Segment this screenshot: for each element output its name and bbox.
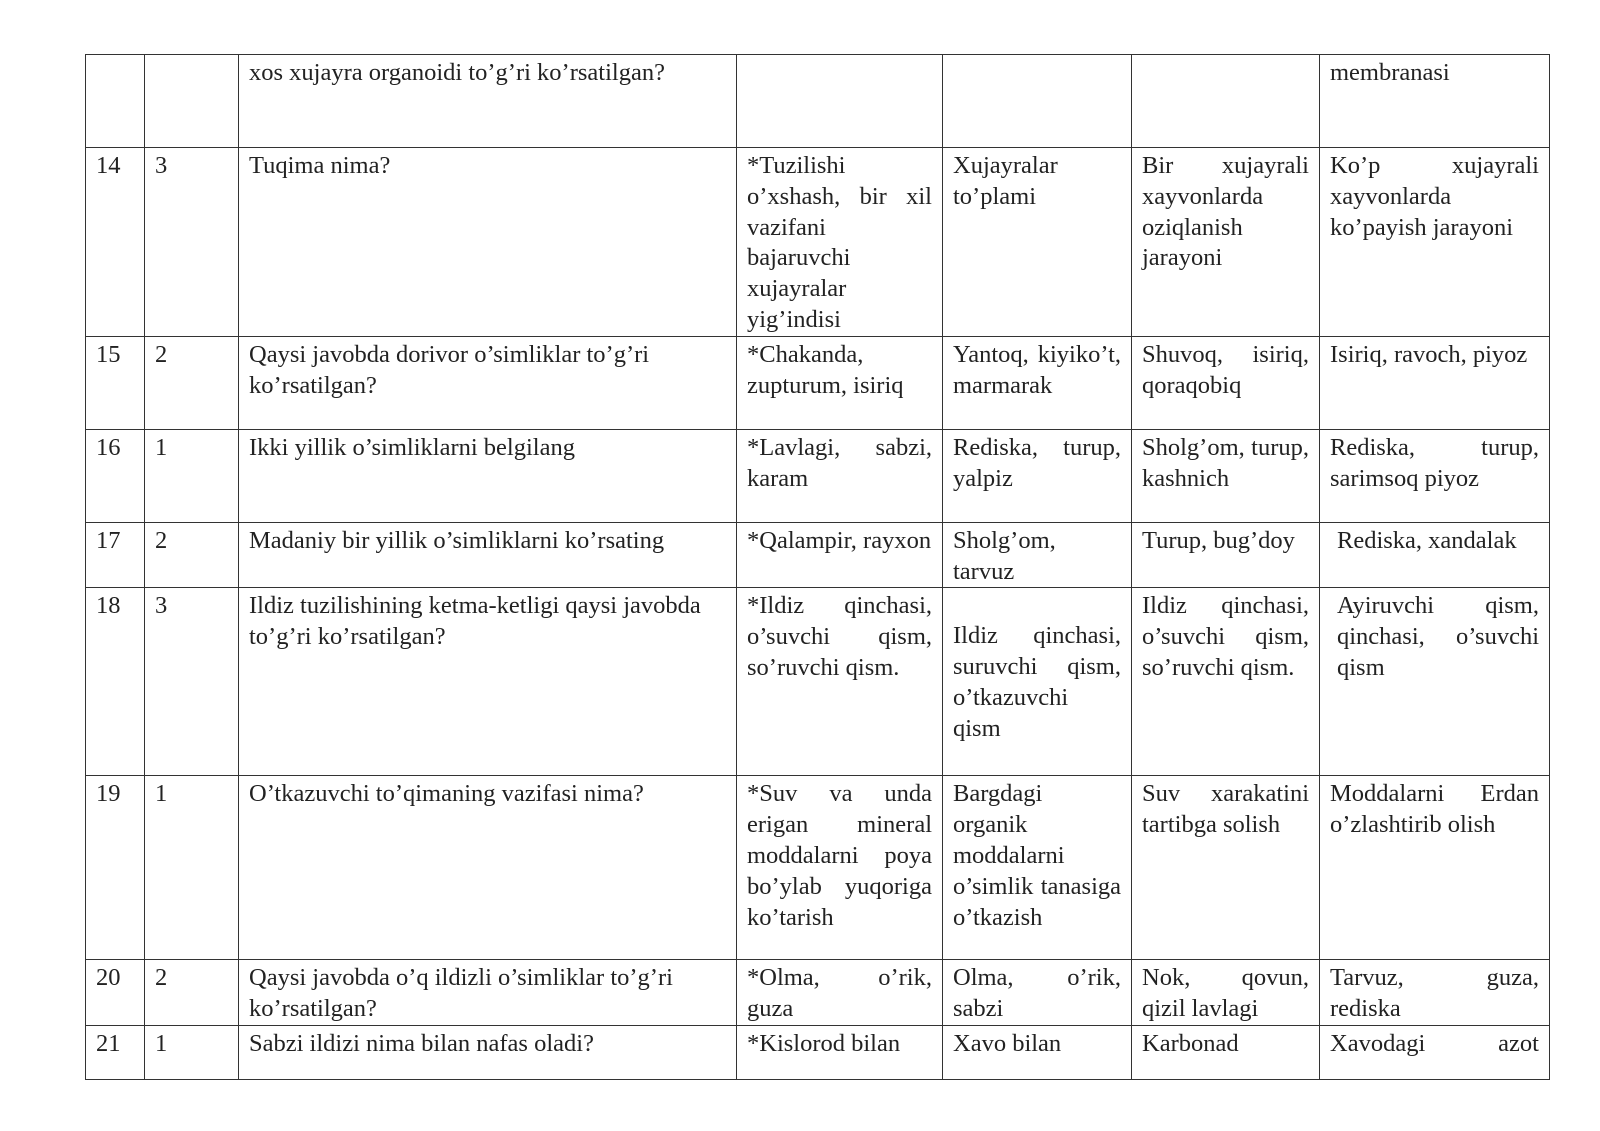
correct-answer: *Lavlagi, sabzi, karam <box>737 429 943 522</box>
distractor-answer-1: Bargdagi organik moddalarni o’simlik tanasiga o’tkazish <box>943 776 1132 960</box>
table-row <box>86 148 1550 337</box>
question-text: Qaysi javobda o’q ildizli o’simliklar to’g’ri ko’rsatilgan? <box>239 960 737 1026</box>
row-number <box>86 55 145 148</box>
distractor-answer-2: Shuvoq, isiriq, qoraqobiq <box>1132 336 1320 429</box>
distractor-answer-1: Yantoq, kiyiko’t, marmarak <box>943 336 1132 429</box>
table-row <box>86 429 1550 522</box>
correct-answer: *Tuzilishi o’xshash, bir xil vazifani bajaruvchi xujayralar yig’indisi <box>737 148 943 337</box>
difficulty-level: 1 <box>145 1025 239 1079</box>
distractor-answer-1: Xujayralar to’plami <box>943 148 1132 337</box>
distractor-answer-2: Sholg’om, turup, kashnich <box>1132 429 1320 522</box>
question-text: O’tkazuvchi to’qimaning vazifasi nima? <box>239 776 737 960</box>
correct-answer: *Olma, o’rik, guza <box>737 960 943 1026</box>
row-number: 18 <box>86 588 145 776</box>
distractor-answer-3: membranasi <box>1320 55 1550 148</box>
row-number: 16 <box>86 429 145 522</box>
row-number: 17 <box>86 522 145 588</box>
distractor-answer-3: Moddalarni Erdan o’zlashtirib olish <box>1320 776 1550 960</box>
row-number: 14 <box>86 148 145 337</box>
distractor-answer-2 <box>1132 55 1320 148</box>
row-number: 20 <box>86 960 145 1026</box>
correct-answer: *Ildiz qinchasi, o’suvchi qism, so’ruvchi qism. <box>737 588 943 776</box>
correct-answer <box>737 55 943 148</box>
correct-answer: *Qalampir, rayxon <box>737 522 943 588</box>
distractor-answer-2: Bir xujayrali xayvonlarda oziqlanish jarayoni <box>1132 148 1320 337</box>
distractor-answer-1 <box>943 55 1132 148</box>
row-number: 21 <box>86 1025 145 1079</box>
table-row <box>86 336 1550 429</box>
difficulty-level: 2 <box>145 522 239 588</box>
row-number: 19 <box>86 776 145 960</box>
table-row <box>86 776 1550 960</box>
distractor-answer-3: Isiriq, ravoch, piyoz <box>1320 336 1550 429</box>
difficulty-level: 3 <box>145 588 239 776</box>
difficulty-level: 1 <box>145 429 239 522</box>
distractor-answer-1: Rediska, turup, yalpiz <box>943 429 1132 522</box>
difficulty-level: 1 <box>145 776 239 960</box>
table-row <box>86 55 1550 148</box>
distractor-answer-2: Nok, qovun, qizil lavlagi <box>1132 960 1320 1026</box>
table-row <box>86 522 1550 588</box>
question-text: Sabzi ildizi nima bilan nafas oladi? <box>239 1025 737 1079</box>
difficulty-level <box>145 55 239 148</box>
distractor-answer-1: Ildiz qinchasi, suruvchi qism, o’tkazuvchi qism <box>943 588 1132 776</box>
row-number: 15 <box>86 336 145 429</box>
table-row <box>86 960 1550 1026</box>
question-text: Ildiz tuzilishining ketma-ketligi qaysi javobda to’g’ri ko’rsatilgan? <box>239 588 737 776</box>
distractor-answer-2: Suv xarakatini tartibga solish <box>1132 776 1320 960</box>
correct-answer: *Chakanda, zupturum, isiriq <box>737 336 943 429</box>
distractor-answer-1: Xavo bilan <box>943 1025 1132 1079</box>
question-text: Madaniy bir yillik o’simliklarni ko’rsating <box>239 522 737 588</box>
distractor-answer-2: Turup, bug’doy <box>1132 522 1320 588</box>
correct-answer: *Kislorod bilan <box>737 1025 943 1079</box>
test-questions-table <box>85 54 1550 1080</box>
table-row <box>86 1025 1550 1079</box>
question-text: Qaysi javobda dorivor o’simliklar to’g’ri ko’rsatilgan? <box>239 336 737 429</box>
table-row <box>86 588 1550 776</box>
distractor-answer-3: Ko’p xujayrali xayvonlarda ko’payish jarayoni <box>1320 148 1550 337</box>
distractor-answer-1: Olma, o’rik, sabzi <box>943 960 1132 1026</box>
difficulty-level: 2 <box>145 960 239 1026</box>
distractor-answer-1: Sholg’om, tarvuz <box>943 522 1132 588</box>
distractor-answer-3: Xavodagi azot <box>1320 1025 1550 1079</box>
question-text: xos xujayra organoidi to’g’ri ko’rsatilgan? <box>239 55 737 148</box>
distractor-answer-2: Karbonad <box>1132 1025 1320 1079</box>
correct-answer: *Suv va unda erigan mineral moddalarni poya bo’ylab yuqoriga ko’tarish <box>737 776 943 960</box>
question-text: Tuqima nima? <box>239 148 737 337</box>
distractor-answer-2: Ildiz qinchasi, o’suvchi qism, so’ruvchi qism. <box>1132 588 1320 776</box>
distractor-answer-3: Ayiruvchi qism, qinchasi, o’suvchi qism <box>1320 588 1550 776</box>
distractor-answer-3: Tarvuz, guza, rediska <box>1320 960 1550 1026</box>
distractor-answer-3: Rediska, turup, sarimsoq piyoz <box>1320 429 1550 522</box>
difficulty-level: 2 <box>145 336 239 429</box>
question-text: Ikki yillik o’simliklarni belgilang <box>239 429 737 522</box>
distractor-answer-3: Rediska, xandalak <box>1320 522 1550 588</box>
difficulty-level: 3 <box>145 148 239 337</box>
